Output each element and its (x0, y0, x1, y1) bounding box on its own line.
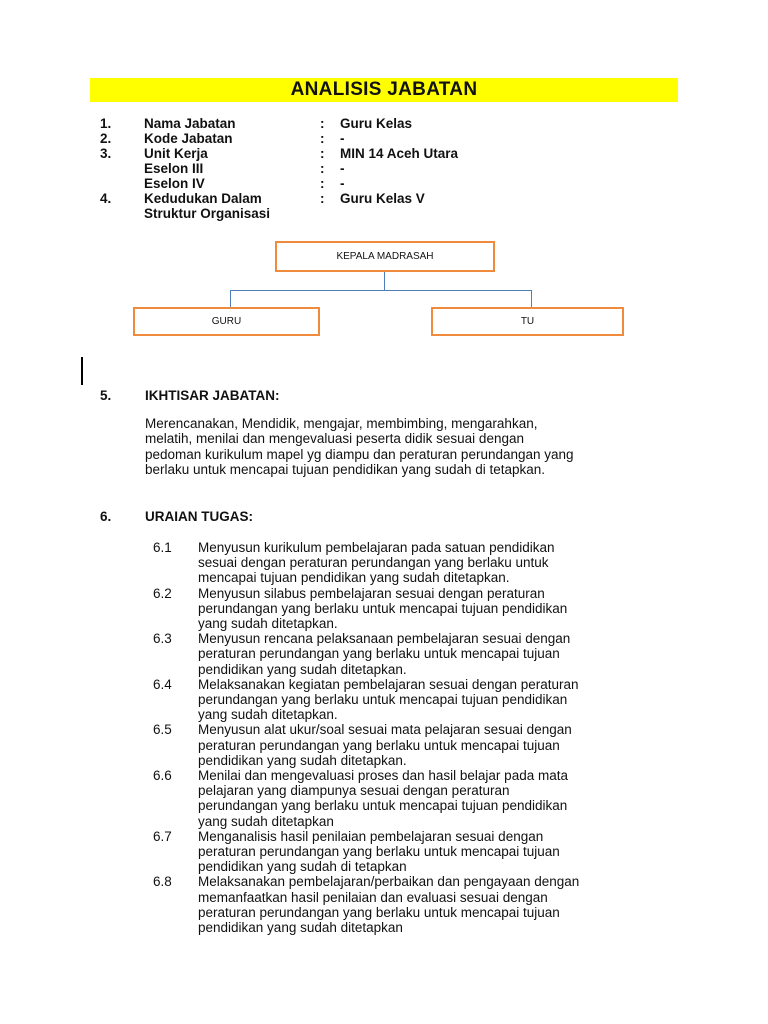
task-line: sesuai dengan peraturan perundangan yang berlaku untuk (198, 555, 549, 571)
section-number: 6. (100, 509, 112, 524)
task-number: 6.4 (153, 676, 172, 692)
org-box-kepala-madrasah: KEPALA MADRASAH (275, 241, 495, 272)
task-item (153, 586, 633, 632)
section-title: IKHTISAR JABATAN: (145, 388, 280, 403)
org-box-tu: TU (431, 307, 624, 336)
task-line: peraturan perundangan yang berlaku untuk mencapai tujuan (198, 844, 560, 860)
info-colon: : (320, 176, 325, 191)
task-line: pendidikan yang sudah ditetapkan (198, 920, 403, 936)
task-line: peraturan perundangan yang berlaku untuk mencapai tujuan (198, 904, 560, 920)
task-text (198, 540, 633, 586)
info-colon: : (320, 116, 325, 131)
task-text (198, 631, 633, 677)
task-line: pendidikan yang sudah ditetapkan. (198, 752, 407, 768)
info-number: 1. (100, 116, 112, 131)
task-item (153, 677, 633, 723)
task-line: perundangan yang berlaku untuk mencapai tujuan pendidikan (198, 692, 568, 708)
ikhtisar-paragraph (145, 416, 635, 477)
task-line: perundangan yang berlaku untuk mencapai tujuan pendidikan (198, 600, 568, 616)
task-text (198, 768, 633, 829)
task-list (153, 540, 633, 935)
info-label: Unit Kerja (144, 146, 208, 161)
text-cursor (81, 357, 83, 385)
task-item (153, 722, 633, 768)
task-number: 6.1 (153, 540, 172, 555)
info-colon: : (320, 161, 325, 176)
task-line: yang sudah ditetapkan (198, 813, 334, 829)
task-number: 6.7 (153, 828, 172, 844)
task-line: yang sudah ditetapkan. (198, 707, 338, 723)
task-number: 6.6 (153, 768, 172, 784)
info-label: Kode Jabatan (144, 131, 233, 146)
task-line: Melaksanakan pembelajaran/perbaikan dan pengayaan dengan (198, 874, 580, 890)
task-line: memanfaatkan hasil penilaian dan evaluasi sesuai dengan (198, 889, 548, 905)
task-item (153, 768, 633, 829)
paragraph-line: pedoman kurikulum mapel yg diampu dan peraturan perundangan yang (145, 446, 574, 462)
info-number: 4. (100, 191, 112, 206)
info-label: Nama Jabatan (144, 116, 236, 131)
org-box-guru: GURU (133, 307, 320, 336)
task-line: perundangan yang berlaku untuk mencapai tujuan pendidikan (198, 798, 568, 814)
org-connector-left (230, 290, 231, 308)
task-text (198, 586, 633, 632)
info-value: Guru Kelas (340, 116, 413, 131)
task-line: peraturan perundangan yang berlaku untuk mencapai tujuan (198, 737, 560, 753)
info-value: Guru Kelas V (340, 191, 425, 206)
task-number: 6.3 (153, 631, 172, 647)
info-value: - (340, 161, 345, 176)
task-number: 6.8 (153, 874, 172, 890)
task-item (153, 631, 633, 677)
task-number: 6.5 (153, 722, 172, 738)
task-line: Menyusun silabus pembelajaran sesuai dengan peraturan (198, 585, 545, 601)
section-number: 5. (100, 388, 112, 403)
task-text (198, 677, 633, 723)
paragraph-line: berlaku untuk mencapai tujuan pendidikan yang sudah di tetapkan. (145, 461, 546, 477)
task-line: pendidikan yang sudah ditetapkan. (198, 661, 407, 677)
info-value: - (340, 176, 345, 191)
task-text (198, 722, 633, 768)
task-item (153, 829, 633, 875)
org-connector-right (531, 290, 532, 308)
task-line: yang sudah ditetapkan. (198, 616, 338, 632)
org-connector-horizontal (230, 290, 532, 291)
info-colon: : (320, 131, 325, 146)
task-text (198, 829, 633, 875)
info-label: Eselon III (144, 161, 204, 176)
task-line: Menyusun alat ukur/soal sesuai mata pelajaran sesuai dengan (198, 722, 572, 738)
task-item (153, 874, 633, 935)
task-line: Menyusun kurikulum pembelajaran pada satuan pendidikan (198, 540, 555, 555)
task-item (153, 540, 633, 586)
task-line: pendidikan yang sudah di tetapkan (198, 859, 407, 875)
info-label: Struktur Organisasi (144, 206, 271, 221)
info-colon: : (320, 146, 325, 161)
document-title: ANALISIS JABATAN (90, 78, 678, 102)
task-line: Menilai dan mengevaluasi proses dan hasil belajar pada mata (198, 768, 568, 784)
task-number: 6.2 (153, 585, 172, 601)
info-value: - (340, 131, 345, 146)
info-label: Eselon IV (144, 176, 205, 191)
task-line: Menganalisis hasil penilaian pembelajaran sesuai dengan (198, 828, 544, 844)
paragraph-line: Merencanakan, Mendidik, mengajar, membimbing, mengarahkan, (145, 416, 538, 431)
task-line: Melaksanakan kegiatan pembelajaran sesuai dengan peraturan (198, 676, 579, 692)
task-line: mencapai tujuan pendidikan yang sudah ditetapkan. (198, 570, 510, 586)
task-line: Menyusun rencana pelaksanaan pembelajaran sesuai dengan (198, 631, 571, 647)
task-text (198, 874, 633, 935)
section-title: URAIAN TUGAS: (145, 509, 253, 524)
info-label: Kedudukan Dalam (144, 191, 262, 206)
info-value: MIN 14 Aceh Utara (340, 146, 459, 161)
info-number: 2. (100, 131, 112, 146)
info-colon: : (320, 191, 325, 206)
task-line: pelajaran yang diampunya sesuai dengan peraturan (198, 783, 510, 799)
info-number: 3. (100, 146, 112, 161)
paragraph-line: melatih, menilai dan mengevaluasi peserta didik sesuai dengan (145, 431, 524, 447)
org-connector-vertical (384, 272, 385, 291)
task-line: peraturan perundangan yang berlaku untuk mencapai tujuan (198, 646, 560, 662)
